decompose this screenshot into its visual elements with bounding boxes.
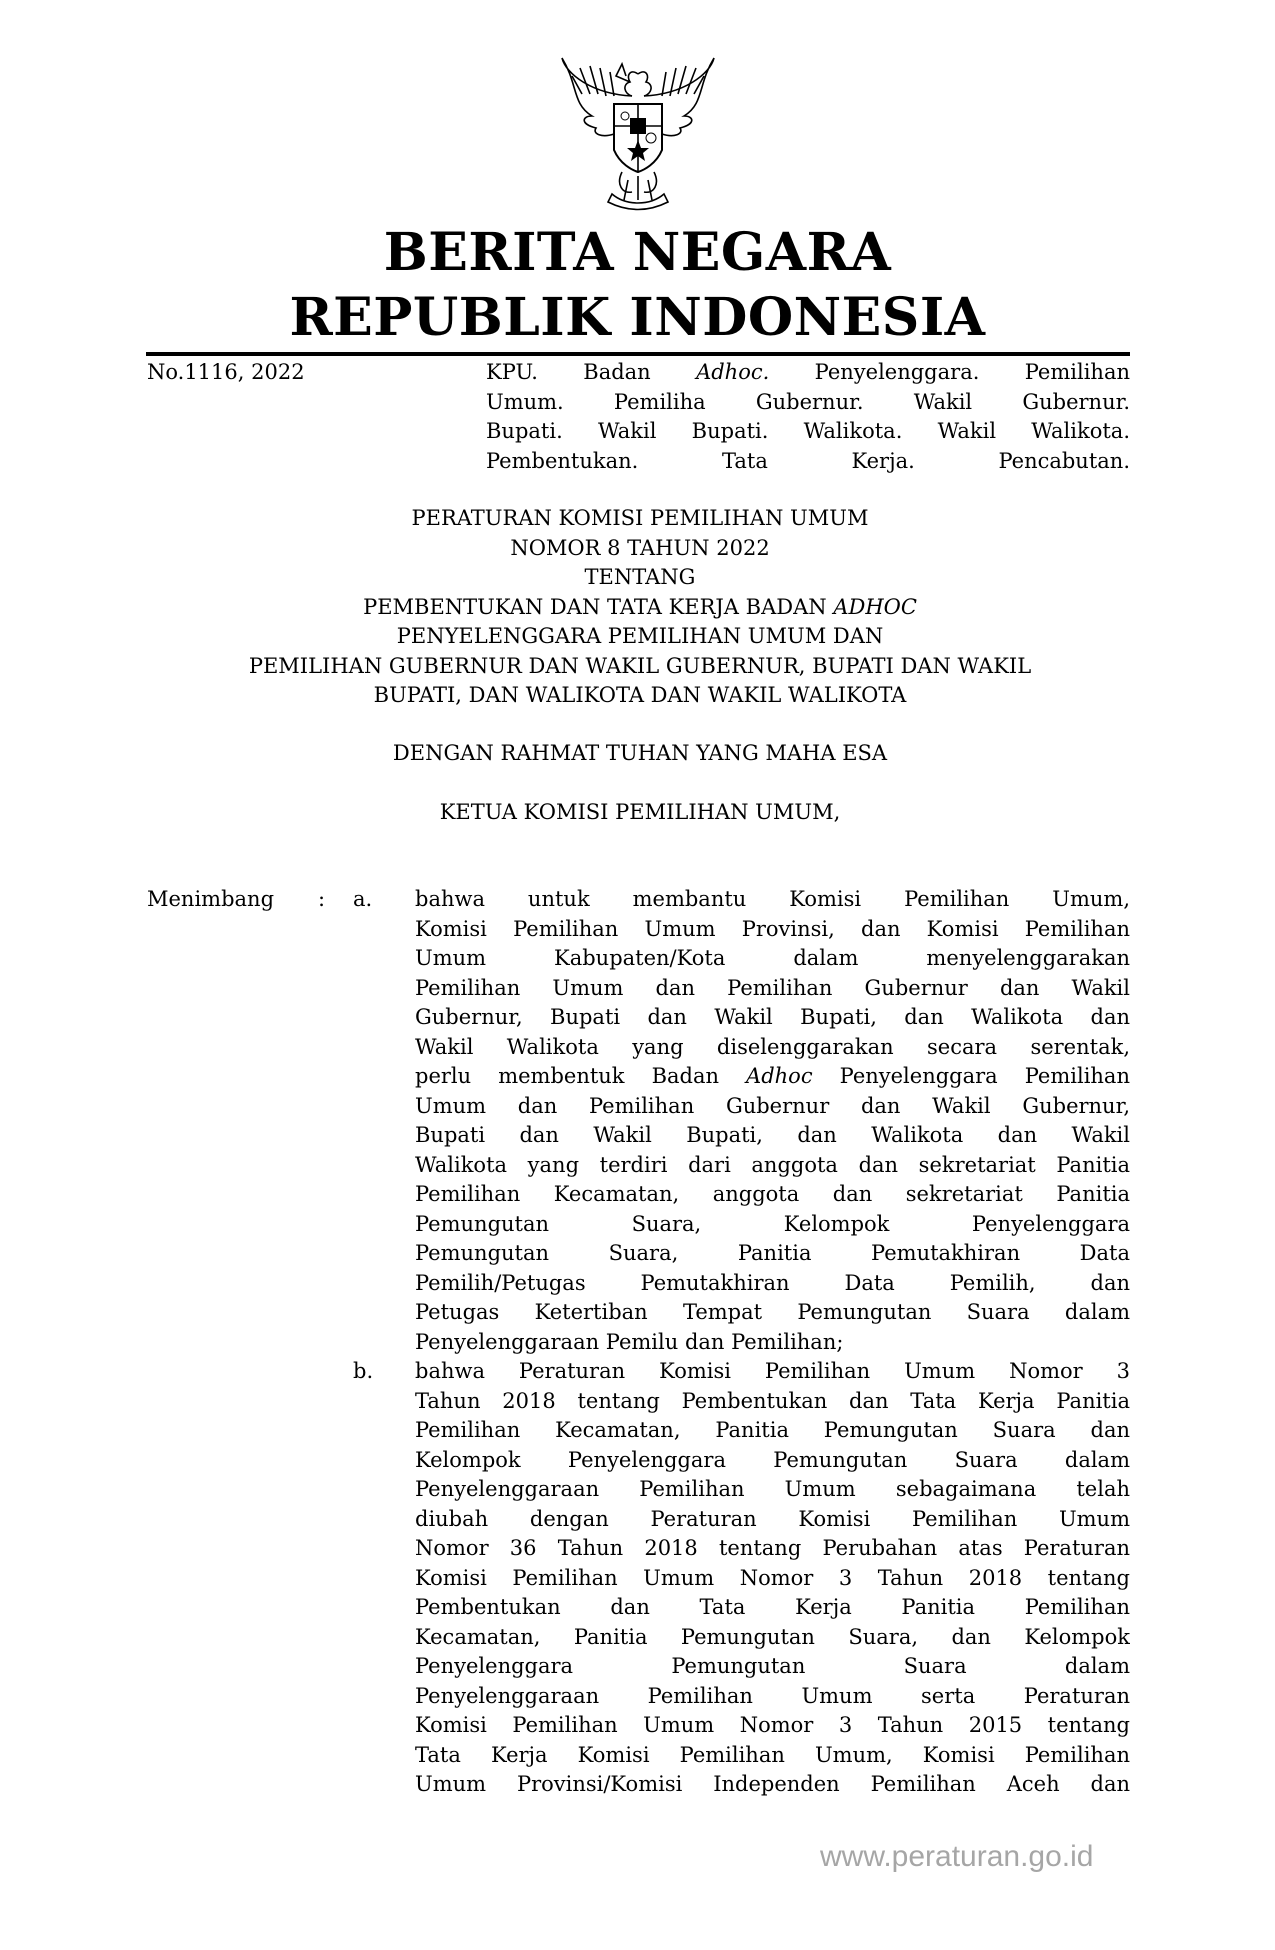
line-text: Nomor 36 Tahun 2018 tentang Perubahan atas Peraturan bbox=[415, 1536, 1130, 1560]
text-line bbox=[415, 1682, 1130, 1712]
line-text: Umum Provinsi/Komisi Independen Pemilihan Aceh dan bbox=[415, 1772, 1130, 1796]
text-line bbox=[415, 1298, 1130, 1328]
line-text: Pembentukan. Tata Kerja. Pencabutan. bbox=[486, 448, 1130, 473]
line-text: Kelompok Penyelenggara Pemungutan Suara dalam bbox=[415, 1447, 1130, 1472]
text-line bbox=[415, 1239, 1130, 1269]
text-line bbox=[415, 1593, 1130, 1623]
text-line bbox=[140, 563, 1140, 593]
line-text: NOMOR 8 TAHUN 2022 bbox=[510, 535, 770, 560]
considering-colon: : bbox=[318, 887, 326, 911]
text-line bbox=[415, 1623, 1130, 1653]
text-line bbox=[415, 1770, 1130, 1800]
text-line bbox=[486, 447, 1130, 477]
text-line bbox=[415, 1711, 1130, 1741]
text-line bbox=[486, 417, 1130, 447]
line-text: bahwa untuk membantu Komisi Pemilihan Umum, bbox=[415, 887, 1130, 911]
text-line bbox=[415, 1652, 1130, 1682]
line-text: PEMILIHAN GUBERNUR DAN WAKIL GUBERNUR, BUPATI DAN WAKIL bbox=[248, 653, 1032, 678]
header-divider bbox=[146, 352, 1130, 356]
italic-term: Adhoc bbox=[746, 1064, 813, 1088]
line-text: PEMBENTUKAN DAN TATA KERJA BADAN bbox=[363, 594, 834, 619]
line-text: Umum Kabupaten/Kota dalam menyelenggarakan bbox=[415, 946, 1130, 970]
line-text: Walikota yang terdiri dari anggota dan sekretariat Panitia bbox=[415, 1152, 1130, 1177]
line-text: Penyelenggaraan Pemilu dan Pemilihan; bbox=[415, 1329, 844, 1354]
text-line bbox=[486, 358, 1130, 388]
text-line bbox=[415, 1121, 1130, 1151]
line-text: Pembentukan dan Tata Kerja Panitia Pemilihan bbox=[415, 1595, 1130, 1619]
text-line bbox=[415, 1564, 1130, 1594]
website-watermark[interactable]: www.peraturan.go.id bbox=[820, 1840, 1094, 1873]
text-line bbox=[140, 681, 1140, 711]
line-text: Komisi Pemilihan Umum Nomor 3 Tahun 2018 tentang bbox=[415, 1565, 1130, 1590]
line-text: Kecamatan, Panitia Pemungutan Suara, dan Kelompok bbox=[415, 1624, 1130, 1649]
line-text: TENTANG bbox=[584, 565, 696, 589]
line-text: perlu membentuk Badan bbox=[415, 1064, 747, 1088]
blessing-line: DENGAN RAHMAT TUHAN YANG MAHA ESA bbox=[392, 741, 888, 765]
garuda-pancasila-emblem bbox=[552, 54, 724, 214]
line-text: diubah dengan Peraturan Komisi Pemilihan Umum bbox=[415, 1506, 1130, 1531]
text-line bbox=[415, 1475, 1130, 1505]
line-text: Wakil Walikota yang diselenggarakan secara serentak, bbox=[415, 1034, 1130, 1059]
line-text: Pemilih/Petugas Pemutakhiran Data Pemilih, dan bbox=[415, 1270, 1130, 1295]
line-text: Komisi Pemilihan Umum Provinsi, dan Komisi Pemilihan bbox=[415, 916, 1130, 941]
line-text: PERATURAN KOMISI PEMILIHAN UMUM bbox=[411, 506, 869, 530]
line-text: Komisi Pemilihan Umum Nomor 3 Tahun 2015 tentang bbox=[415, 1713, 1130, 1737]
text-line bbox=[415, 1328, 1130, 1358]
text-line bbox=[415, 1269, 1130, 1299]
considering-item-b bbox=[415, 1357, 1130, 1800]
line-text: BUPATI, DAN WALIKOTA DAN WAKIL WALIKOTA bbox=[373, 683, 907, 707]
item-marker-a: a. bbox=[353, 887, 373, 911]
text-line bbox=[140, 622, 1140, 652]
line-text: Umum dan Pemilihan Gubernur dan Wakil Gubernur, bbox=[415, 1093, 1130, 1118]
text-line bbox=[415, 1062, 1130, 1092]
line-text: Pemilihan Umum dan Pemilihan Gubernur dan Wakil bbox=[415, 975, 1130, 1000]
text-line bbox=[415, 1534, 1130, 1564]
text-line bbox=[415, 944, 1130, 974]
text-line bbox=[415, 1003, 1130, 1033]
line-text: Tata Kerja Komisi Pemilihan Umum, Komisi Pemilihan bbox=[415, 1742, 1130, 1767]
line-text: Pemilihan Kecamatan, anggota dan sekretariat Panitia bbox=[415, 1182, 1130, 1206]
line-text: Penyelenggaraan Pemilihan Umum serta Peraturan bbox=[415, 1683, 1130, 1708]
line-text: Penyelenggara. Pemilihan bbox=[769, 360, 1130, 384]
considering-label: Menimbang bbox=[147, 887, 275, 911]
text-line bbox=[140, 593, 1140, 623]
line-text: Pemungutan Suara, Panitia Pemutakhiran Data bbox=[415, 1241, 1130, 1265]
text-line bbox=[415, 1357, 1130, 1387]
text-line bbox=[415, 1033, 1130, 1063]
text-line bbox=[415, 1180, 1130, 1210]
line-text: Gubernur, Bupati dan Wakil Bupati, dan Walikota dan bbox=[415, 1005, 1130, 1029]
text-line bbox=[415, 1151, 1130, 1181]
text-line bbox=[415, 885, 1130, 915]
gazette-subtitle: REPUBLIK INDONESIA bbox=[289, 287, 986, 348]
line-text: Penyelenggaraan Pemilihan Umum sebagaimana telah bbox=[415, 1477, 1130, 1501]
gazette-title: BERITA NEGARA bbox=[383, 222, 892, 283]
line-text: bahwa Peraturan Komisi Pemilihan Umum Nomor 3 bbox=[415, 1359, 1130, 1383]
item-marker-b: b. bbox=[353, 1359, 374, 1383]
gazette-number: No.1116, 2022 bbox=[147, 360, 305, 384]
line-text: KPU. Badan bbox=[486, 360, 697, 384]
line-text: Bupati. Wakil Bupati. Walikota. Wakil Walikota. bbox=[486, 419, 1130, 443]
italic-term: ADHOC bbox=[833, 594, 917, 619]
line-text: Tahun 2018 tentang Pembentukan dan Tata Kerja Panitia bbox=[415, 1388, 1130, 1413]
text-line bbox=[140, 652, 1140, 682]
issuer-line: KETUA KOMISI PEMILIHAN UMUM, bbox=[439, 800, 841, 824]
subject-keywords bbox=[486, 358, 1130, 476]
line-text: Umum. Pemiliha Gubernur. Wakil Gubernur. bbox=[486, 389, 1130, 414]
text-line bbox=[415, 1387, 1130, 1417]
text-line bbox=[415, 1092, 1130, 1122]
text-line bbox=[415, 1741, 1130, 1771]
text-line bbox=[415, 1446, 1130, 1476]
line-text: Pemungutan Suara, Kelompok Penyelenggara bbox=[415, 1211, 1130, 1236]
considering-item-a bbox=[415, 885, 1130, 1357]
line-text: Penyelenggara Pemilihan bbox=[812, 1064, 1130, 1088]
line-text: Bupati dan Wakil Bupati, dan Walikota dan Wakil bbox=[415, 1123, 1130, 1147]
text-line bbox=[415, 915, 1130, 945]
text-line bbox=[140, 534, 1140, 564]
text-line bbox=[486, 388, 1130, 418]
line-text: Petugas Ketertiban Tempat Pemungutan Suara dalam bbox=[415, 1300, 1130, 1324]
line-text: PENYELENGGARA PEMILIHAN UMUM DAN bbox=[396, 624, 884, 648]
text-line bbox=[415, 1505, 1130, 1535]
line-text: Penyelenggara Pemungutan Suara dalam bbox=[415, 1654, 1130, 1678]
line-text: Pemilihan Kecamatan, Panitia Pemungutan Suara dan bbox=[415, 1418, 1130, 1442]
regulation-title bbox=[140, 504, 1140, 711]
text-line bbox=[415, 1210, 1130, 1240]
text-line bbox=[415, 974, 1130, 1004]
text-line bbox=[415, 1416, 1130, 1446]
text-line bbox=[140, 504, 1140, 534]
italic-term: Adhoc. bbox=[696, 360, 770, 384]
